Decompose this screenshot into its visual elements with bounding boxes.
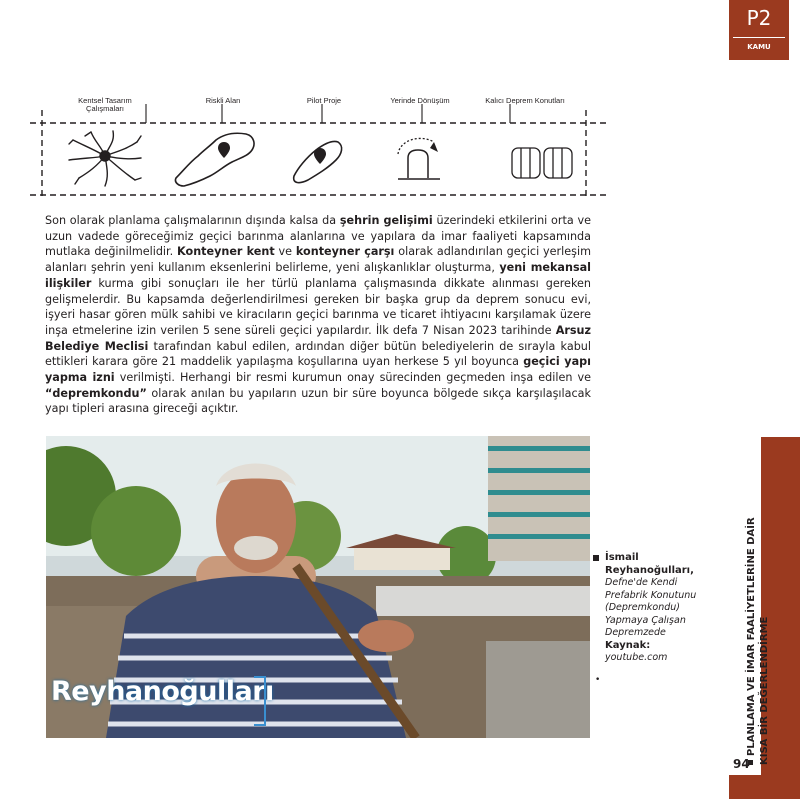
body-highlight: konteyner çarşı bbox=[295, 245, 395, 259]
body-text-run: olarak adlandırılan geçici yerleşim alanları şehrin yeni kullanım eksenlerini belirleme, yeni alışkanlıklar oluşturma, bbox=[45, 245, 591, 275]
body-text-run: tarafından kabul edilen, ardından diğer bütün belediyelerin de sırayla kabul ettikleri karara göre 21 maddelik yapılaşma koşullarına uyan herkese 5 yıl boyunca bbox=[45, 339, 591, 369]
body-highlight: Konteyner kent bbox=[177, 245, 275, 259]
body-text-run: kurma gibi sonuçları ile her türlü planlama çalışmasında dikkate alınması gereken gelişmelerdir. Bu kapsamda değerlendirilmesi gereken bir başka grup da deprem sonucu evi, işyeri hasar gören mülk sahibi ve kiracıların geçici barınma ve ticaret ihtiyacını karşılamak üzere inşa etmelerine izin verilen 5 sene süreli geçici yapılardır. İlk defa 7 Nisan 2023 tarihinde bbox=[45, 276, 591, 337]
body-highlight: şehrin gelişimi bbox=[339, 214, 433, 227]
sidebar-title-line1: PLANLAMA VE İMAR FAALİYETLERİNE DAİR bbox=[746, 517, 757, 756]
source-bullet: • bbox=[595, 675, 601, 685]
caption-description: Defne'de Kendi Prefabrik Konutunu (Depremkondu) Yapmaya Çalışan Depremzede bbox=[605, 577, 697, 638]
page-number: 94 bbox=[733, 757, 750, 771]
body-text-run: ve bbox=[274, 245, 296, 259]
diagram-label-pilot-project: Pilot Proje bbox=[306, 96, 342, 105]
body-text-run: verilmişti. Herhangi bir resmi kurumun onay sürecinden geçmeden inşa edilen ve bbox=[114, 371, 591, 385]
section-label: KAMU bbox=[747, 43, 771, 51]
diagram-label-permanent-housing: Kalıcı Deprem Konutları bbox=[485, 96, 565, 105]
section-divider bbox=[733, 37, 785, 38]
photo-name-overlay: Reyhanoğulları bbox=[51, 676, 274, 707]
caption-source: youtube.com bbox=[605, 652, 668, 663]
interview-photo bbox=[46, 436, 590, 738]
risky-area-map-icon bbox=[170, 128, 260, 190]
body-text-run: üzerindeki etkilerini orta ve uzun vadede göreceğimiz geçici barınma alanlarına ve yapılara da imar faaliyeti kapsamında mutlaka değinilmelidir. bbox=[45, 214, 591, 259]
page-number-box bbox=[729, 775, 781, 799]
name-overlay-bracket bbox=[254, 676, 266, 726]
diagram-label-urban-design: Kentsel Tasarım Çalışmaları bbox=[78, 96, 132, 113]
body-text-run: Son olarak planlama çalışmalarının dışında kalsa da bbox=[45, 214, 340, 227]
process-diagram bbox=[30, 90, 610, 200]
caption-name: İsmail Reyhanoğulları, bbox=[605, 552, 694, 576]
pilot-project-map-icon bbox=[288, 134, 348, 188]
photo-caption bbox=[595, 552, 707, 685]
caption-source-label: Kaynak: bbox=[605, 639, 651, 651]
body-highlight: “depremkondu” bbox=[45, 386, 147, 400]
section-code: P2 bbox=[746, 6, 772, 30]
diagram-label-on-site: Yerinde Dönüşüm bbox=[390, 96, 450, 105]
section-tab bbox=[729, 0, 789, 60]
sidebar-title bbox=[730, 493, 770, 765]
body-highlight: yeni mekansal ilişkiler bbox=[45, 261, 591, 290]
body-text-run: olarak anılan bu yapıların uzun bir süre boyunca bölgede sıkça karşılaşılacak yapı tipleri arasına gireceği açıktır. bbox=[45, 386, 591, 416]
caption-bullet bbox=[593, 555, 599, 561]
diagram-label-risky-area: Riskli Alan bbox=[205, 96, 241, 105]
urban-sprawl-icon bbox=[65, 128, 145, 188]
on-site-transformation-icon bbox=[390, 132, 450, 188]
permanent-housing-icon bbox=[508, 142, 574, 182]
sidebar-title-line2: KISA BİR DEĞERLENDİRME bbox=[759, 616, 770, 765]
body-highlight: Arsuz Belediye Meclisi bbox=[45, 323, 591, 353]
body-paragraph bbox=[45, 213, 591, 417]
body-highlight: geçici yapı yapma izni bbox=[45, 355, 591, 385]
